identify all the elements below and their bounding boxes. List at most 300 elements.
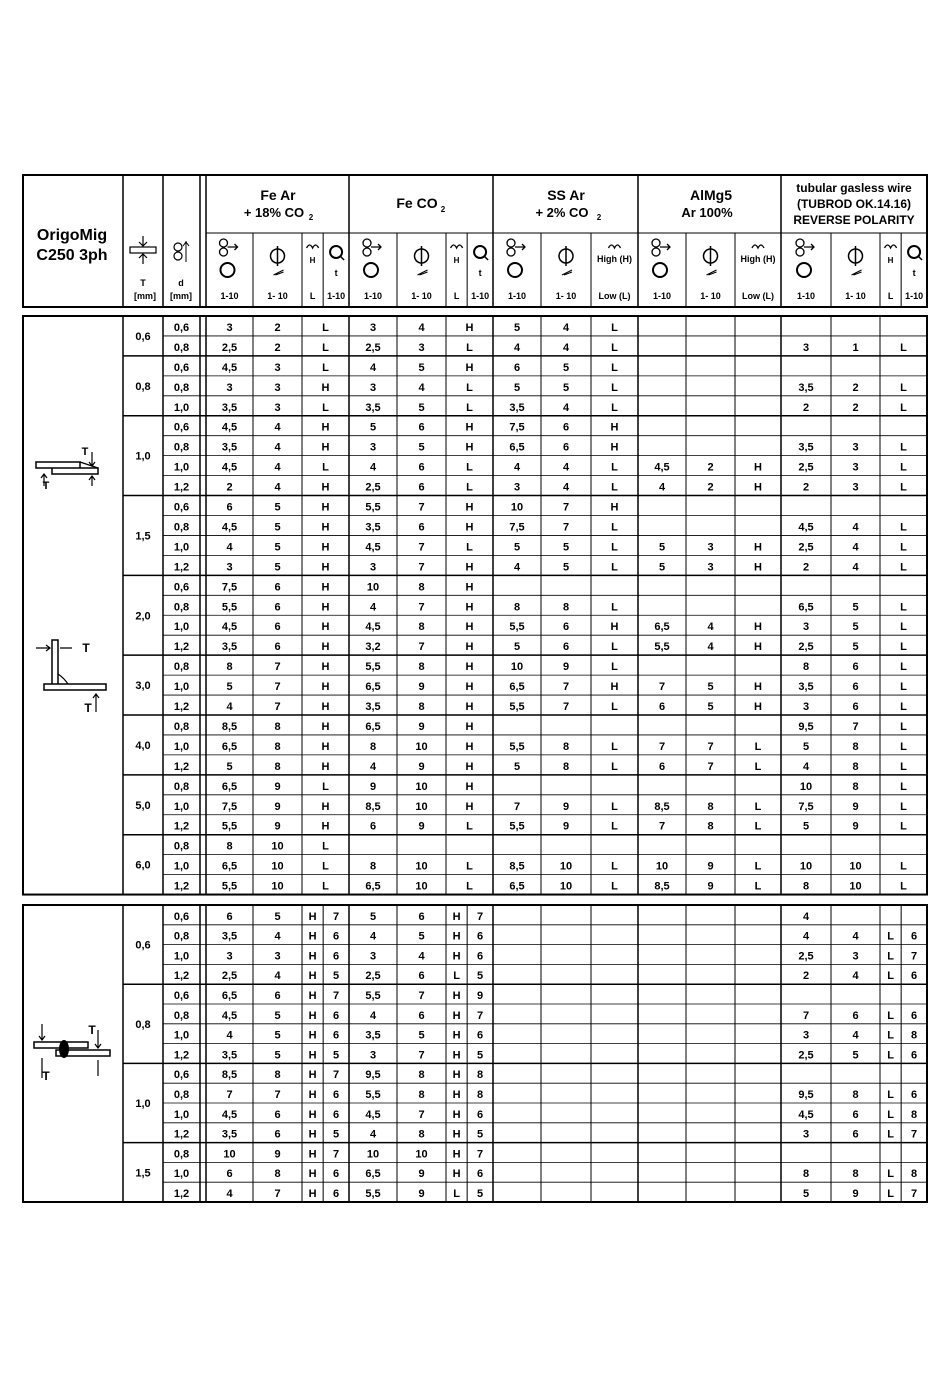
- setting-value: 5: [274, 1029, 281, 1042]
- setting-value: H: [321, 740, 330, 753]
- thickness-value: 4,0: [135, 739, 151, 752]
- setting-value: 8: [802, 661, 810, 674]
- thickness-value: 2,0: [135, 610, 151, 623]
- roller-icon: [652, 239, 660, 247]
- setting-value: L: [466, 341, 473, 354]
- setting-value: 5,5: [365, 1089, 381, 1101]
- scale-label: 1-10: [796, 291, 816, 301]
- setting-value: 9: [418, 681, 425, 694]
- setting-value: 4: [369, 461, 377, 474]
- setting-value: 6: [333, 1009, 340, 1022]
- scale-icon: [418, 270, 428, 275]
- setting-value: 3: [274, 950, 281, 963]
- scale-icon: [274, 270, 284, 275]
- scale-label: 1-10: [652, 291, 672, 301]
- wire-diameter-value: 0,8: [173, 1009, 190, 1022]
- setting-value: H: [308, 1029, 317, 1042]
- wire-diameter-value: 1,2: [173, 701, 190, 713]
- spot-time-t: t: [478, 268, 482, 278]
- setting-value: 8: [418, 1069, 425, 1082]
- setting-value: 8: [226, 840, 233, 853]
- setting-value: 5: [274, 1009, 281, 1022]
- wire-diameter-value: 1,2: [173, 1128, 190, 1141]
- setting-value: 4: [707, 621, 714, 634]
- setting-value: 3: [369, 381, 377, 394]
- setting-value: 7: [658, 820, 666, 833]
- roller-icon: [220, 239, 228, 247]
- setting-value: H: [452, 1069, 461, 1082]
- setting-value: 8: [418, 1128, 425, 1141]
- setting-value: 6: [226, 910, 233, 923]
- setting-value: L: [611, 641, 618, 654]
- inductance-icon: [752, 245, 764, 248]
- thickness-value: 0,8: [135, 380, 151, 393]
- setting-value: 6: [333, 1108, 340, 1121]
- setting-value: 6: [852, 701, 859, 713]
- setting-value: L: [887, 1089, 894, 1101]
- setting-value: H: [321, 381, 330, 394]
- setting-value: L: [611, 381, 618, 394]
- setting-value: L: [611, 401, 618, 414]
- setting-value: 2,5: [365, 341, 381, 354]
- group-title-line1: Fe Ar: [260, 187, 296, 203]
- setting-value: L: [754, 740, 762, 753]
- voltage-icon: [559, 246, 573, 275]
- scale-label: 1- 10: [267, 291, 288, 301]
- setting-value: 3: [802, 1128, 810, 1141]
- setting-value: 3: [369, 441, 377, 454]
- setting-value: H: [308, 950, 317, 963]
- setting-value: H: [321, 541, 330, 554]
- setting-value: L: [900, 461, 907, 474]
- setting-value: H: [452, 1049, 461, 1062]
- setting-value: 3: [802, 1029, 810, 1042]
- group-title-line3: REVERSE POLARITY: [793, 213, 915, 227]
- setting-value: 9: [852, 820, 859, 833]
- wire-diameter-value: 1,2: [173, 760, 190, 773]
- setting-value: 6: [911, 970, 918, 983]
- wire-diameter-value: 1,0: [173, 1029, 190, 1042]
- arrow-icon: [95, 1030, 101, 1076]
- setting-value: L: [466, 481, 473, 494]
- wire-diameter-value: 0,8: [173, 1148, 190, 1161]
- setting-value: 4: [274, 421, 281, 434]
- scale-label: 1- 10: [411, 291, 432, 301]
- setting-value: 2,5: [798, 950, 814, 963]
- setting-value: 5: [477, 1188, 484, 1200]
- setting-value: L: [322, 880, 329, 893]
- setting-value: 6,5: [509, 880, 525, 893]
- setting-value: 8: [911, 1108, 918, 1121]
- setting-value: H: [308, 990, 317, 1002]
- setting-value: 8: [911, 1029, 918, 1042]
- setting-value: L: [322, 860, 329, 873]
- setting-value: L: [900, 860, 907, 873]
- setting-value: H: [452, 990, 461, 1002]
- wire-diameter-value: 0,8: [173, 441, 190, 454]
- setting-value: 6,5: [221, 780, 238, 793]
- setting-value: 6: [852, 1128, 859, 1141]
- setting-value: L: [611, 481, 618, 494]
- setting-value: L: [887, 1168, 894, 1181]
- wire-diameter-value: 0,8: [173, 1089, 190, 1101]
- setting-value: H: [321, 561, 330, 574]
- wire-diameter-value: 1,2: [173, 561, 190, 574]
- setting-value: 6,5: [221, 740, 238, 753]
- wire-diameter-value: 0,6: [173, 421, 190, 434]
- thickness-value: 3,0: [135, 680, 151, 693]
- scale-label: 1-10: [327, 291, 346, 301]
- setting-value: 9: [562, 820, 570, 833]
- setting-value: 5: [852, 1049, 859, 1062]
- setting-value: 9: [418, 1188, 425, 1200]
- setting-value: 4: [852, 930, 859, 943]
- setting-value: 4: [513, 341, 521, 354]
- setting-value: 2,5: [798, 461, 814, 474]
- machine-title: OrigoMig: [36, 227, 108, 244]
- setting-value: 2,5: [221, 341, 238, 354]
- wire-diameter-value: 1,0: [173, 621, 190, 634]
- setting-value: L: [900, 441, 907, 454]
- setting-value: 7: [562, 521, 570, 534]
- setting-value: 3,5: [221, 641, 238, 654]
- setting-value: L: [900, 541, 907, 554]
- setting-value: 4: [274, 481, 281, 494]
- setting-value: H: [610, 681, 619, 694]
- setting-value: 4: [369, 760, 377, 773]
- setting-value: H: [452, 1108, 461, 1121]
- col-T-symbol: T: [140, 278, 146, 288]
- setting-value: 6: [911, 1049, 918, 1062]
- setting-value: 5: [477, 970, 484, 983]
- setting-value: 6: [852, 661, 859, 674]
- wire-diameter-value: 1,2: [173, 1188, 190, 1200]
- wire-feed-icon: [363, 239, 381, 277]
- scale-icon: [852, 270, 862, 275]
- setting-value: 10: [799, 780, 813, 793]
- coil-icon: [451, 245, 463, 248]
- machine-subtitle: C250 3ph: [36, 247, 108, 264]
- setting-value: L: [900, 820, 907, 833]
- setting-value: 10: [271, 860, 284, 873]
- setting-value: 3: [369, 561, 377, 574]
- setting-value: 7: [418, 501, 425, 514]
- setting-value: H: [465, 720, 474, 733]
- setting-value: 2,5: [365, 970, 381, 983]
- setting-value: 5: [513, 321, 521, 334]
- setting-value: 3: [226, 321, 233, 334]
- setting-value: 2: [274, 341, 281, 354]
- setting-value: 6: [274, 1128, 281, 1141]
- setting-value: 4: [562, 401, 570, 414]
- setting-value: 3: [274, 361, 281, 374]
- setting-value: 6: [333, 1089, 340, 1101]
- setting-value: H: [452, 1128, 461, 1141]
- setting-value: H: [321, 601, 330, 614]
- setting-value: 8: [418, 701, 425, 713]
- setting-value: 8: [852, 740, 859, 753]
- setting-value: 5: [852, 601, 859, 614]
- setting-value: H: [452, 950, 461, 963]
- setting-value: 3: [707, 541, 714, 554]
- setting-value: L: [900, 641, 907, 654]
- setting-value: 4: [274, 441, 281, 454]
- setting-value: 6: [562, 421, 570, 434]
- wire-diameter-value: 0,6: [173, 990, 190, 1002]
- setting-value: 9: [418, 1168, 425, 1181]
- setting-value: 7: [274, 661, 281, 674]
- setting-value: 10: [510, 501, 524, 514]
- setting-value: 4: [562, 461, 570, 474]
- setting-value: L: [453, 970, 460, 983]
- setting-value: 3: [226, 950, 233, 963]
- setting-value: L: [611, 880, 618, 893]
- setting-value: 7: [418, 601, 425, 614]
- setting-value: 7,5: [509, 521, 525, 534]
- setting-value: 6: [226, 1168, 233, 1181]
- setting-value: 5: [802, 1188, 810, 1200]
- setting-value: L: [611, 601, 618, 614]
- setting-value: 3,5: [221, 441, 238, 454]
- setting-value: 4: [707, 641, 714, 654]
- setting-value: 3: [852, 481, 859, 494]
- setting-value: 7: [274, 1188, 281, 1200]
- setting-value: 7: [658, 681, 666, 694]
- setting-value: 4,5: [221, 1009, 238, 1022]
- wire-diameter-value: 0,8: [173, 840, 190, 853]
- coil-icon: [885, 245, 897, 248]
- setting-value: 8: [852, 1168, 859, 1181]
- setting-value: H: [465, 681, 474, 694]
- setting-value: 5,5: [654, 641, 670, 654]
- setting-value: 8: [802, 1168, 810, 1181]
- group-title-subscript: 2: [308, 213, 314, 222]
- setting-value: L: [466, 820, 473, 833]
- setting-value: 4: [658, 481, 666, 494]
- thickness-value: 0,6: [135, 330, 151, 343]
- wire-feed-icon: [796, 239, 814, 277]
- setting-value: 4: [802, 930, 810, 943]
- scale-label: 1- 10: [555, 291, 577, 301]
- setting-value: 5: [369, 910, 377, 923]
- setting-value: 6: [911, 1009, 918, 1022]
- setting-value: 9,5: [798, 720, 814, 733]
- wire-diameter-value: 1,0: [173, 401, 190, 414]
- setting-value: 6: [911, 1089, 918, 1101]
- setting-value: L: [611, 341, 618, 354]
- setting-value: L: [754, 800, 762, 813]
- setting-value: 4,5: [798, 521, 814, 534]
- setting-value: 9: [562, 661, 570, 674]
- setting-value: 3,5: [365, 401, 381, 414]
- inductance-L: L: [453, 291, 460, 301]
- setting-value: 6: [418, 481, 425, 494]
- setting-value: H: [321, 581, 330, 594]
- inductance-H: H: [887, 256, 894, 265]
- voltage-icon: [415, 246, 429, 275]
- setting-value: 7: [418, 641, 425, 654]
- spot-time-icon: [330, 246, 344, 260]
- setting-value: 8: [562, 601, 570, 614]
- setting-value: L: [900, 341, 907, 354]
- clock-hand: [484, 256, 488, 260]
- wire-diameter-value: 0,8: [173, 341, 190, 354]
- setting-value: 7: [802, 1009, 810, 1022]
- wire-diameter-value: 1,0: [173, 681, 190, 694]
- setting-value: 5: [562, 381, 570, 394]
- setting-value: 6: [658, 760, 666, 773]
- setting-value: 4: [369, 1128, 377, 1141]
- setting-value: 7: [418, 990, 425, 1002]
- setting-value: 6: [477, 1168, 484, 1181]
- setting-value: 8: [418, 621, 425, 634]
- setting-value: 6: [477, 930, 484, 943]
- wire-diameter-value: 1,2: [173, 820, 190, 833]
- setting-value: L: [611, 541, 618, 554]
- setting-value: L: [900, 661, 907, 674]
- setting-value: 7: [274, 1089, 281, 1101]
- setting-value: 6: [333, 930, 340, 943]
- setting-value: H: [465, 321, 474, 334]
- setting-value: 10: [415, 860, 428, 873]
- setting-value: 10: [849, 860, 862, 873]
- setting-value: 8,5: [654, 880, 670, 893]
- setting-value: 7: [911, 950, 918, 963]
- setting-value: H: [465, 800, 474, 813]
- setting-value: 8: [369, 860, 377, 873]
- setting-value: 3,2: [365, 641, 381, 654]
- setting-value: 7: [477, 910, 484, 923]
- setting-value: H: [465, 621, 474, 634]
- setting-value: 1: [852, 341, 859, 354]
- setting-value: 2: [707, 461, 714, 474]
- setting-value: L: [887, 1128, 894, 1141]
- setting-value: L: [611, 800, 618, 813]
- coil-icon: [609, 245, 621, 248]
- roller-icon: [652, 248, 660, 256]
- setting-value: 3,5: [798, 681, 814, 694]
- setting-value: L: [754, 820, 762, 833]
- setting-value: H: [308, 1188, 317, 1200]
- setting-value: 4: [513, 561, 521, 574]
- reel-icon: [364, 263, 378, 277]
- setting-value: L: [900, 800, 907, 813]
- setting-value: 8,5: [221, 1069, 238, 1082]
- setting-value: 6: [226, 501, 233, 514]
- setting-value: 9: [418, 720, 425, 733]
- setting-value: H: [308, 1128, 317, 1141]
- setting-value: 10: [415, 780, 428, 793]
- setting-value: 7: [274, 681, 281, 694]
- setting-value: 8: [369, 740, 377, 753]
- setting-value: L: [466, 880, 473, 893]
- roller-icon: [796, 239, 804, 247]
- setting-value: H: [321, 441, 330, 454]
- setting-value: 8,5: [509, 860, 525, 873]
- wire-diameter-value: 0,6: [173, 581, 190, 594]
- setting-value: L: [887, 950, 894, 963]
- setting-value: 6: [658, 701, 666, 713]
- setting-value: 9,5: [365, 1069, 381, 1082]
- setting-value: 7: [852, 720, 859, 733]
- setting-value: H: [321, 421, 330, 434]
- setting-value: L: [887, 930, 894, 943]
- clock-hand: [918, 256, 922, 260]
- wire-diameter-value: 0,6: [173, 361, 190, 374]
- setting-value: 5: [226, 681, 233, 694]
- header-frame: [23, 175, 927, 307]
- setting-value: 8: [562, 740, 570, 753]
- setting-value: 7: [333, 990, 340, 1002]
- setting-value: 5: [513, 381, 521, 394]
- scale-label: 1-10: [507, 291, 527, 301]
- wire-diameter-value: 0,8: [173, 930, 190, 943]
- setting-value: L: [611, 521, 618, 534]
- setting-value: 2: [852, 381, 859, 394]
- setting-value: 3,5: [365, 701, 381, 713]
- setting-value: L: [900, 481, 907, 494]
- setting-value: 6,5: [365, 880, 381, 893]
- arrow-icon: [371, 244, 381, 250]
- thickness-value: 0,8: [135, 1018, 151, 1031]
- setting-value: 5: [418, 441, 425, 454]
- setting-value: 5: [333, 970, 340, 983]
- reel-icon: [221, 263, 235, 277]
- setting-value: 10: [415, 880, 428, 893]
- setting-value: 5: [707, 681, 714, 694]
- setting-value: H: [465, 421, 474, 434]
- setting-value: 3: [852, 461, 859, 474]
- setting-value: L: [754, 760, 762, 773]
- group-title-line2: Ar 100%: [681, 205, 733, 220]
- setting-value: 5: [226, 760, 233, 773]
- setting-value: H: [754, 481, 762, 494]
- setting-value: L: [611, 760, 618, 773]
- setting-value: 5,5: [365, 1188, 381, 1200]
- setting-value: L: [900, 621, 907, 634]
- setting-value: 5: [333, 1049, 340, 1062]
- setting-value: 8: [707, 800, 714, 813]
- setting-value: 7: [333, 910, 340, 923]
- setting-value: L: [322, 461, 329, 474]
- wire-circle-icon: [174, 243, 182, 251]
- setting-value: 4: [226, 1188, 233, 1200]
- setting-value: L: [887, 1029, 894, 1042]
- setting-value: 3,5: [221, 401, 238, 414]
- setting-value: 8: [477, 1089, 484, 1101]
- setting-value: L: [887, 1049, 894, 1062]
- setting-value: 8: [477, 1069, 484, 1082]
- setting-value: H: [308, 1009, 317, 1022]
- setting-value: L: [453, 1188, 460, 1200]
- setting-value: H: [308, 1168, 317, 1181]
- setting-value: L: [900, 681, 907, 694]
- setting-value: 5: [418, 930, 425, 943]
- setting-value: 4: [226, 701, 233, 713]
- inductance-icon: [885, 245, 897, 248]
- arrow-icon: [93, 694, 99, 712]
- setting-value: L: [900, 760, 907, 773]
- setting-value: H: [610, 621, 619, 634]
- thickness-value: 1,0: [135, 1098, 151, 1110]
- setting-value: 6: [333, 1029, 340, 1042]
- setting-value: H: [754, 681, 762, 694]
- setting-value: 3: [707, 561, 714, 574]
- wire-diameter-value: 0,8: [173, 381, 190, 394]
- setting-value: 9: [852, 1188, 859, 1200]
- setting-value: 4: [274, 970, 281, 983]
- setting-value: H: [754, 561, 762, 574]
